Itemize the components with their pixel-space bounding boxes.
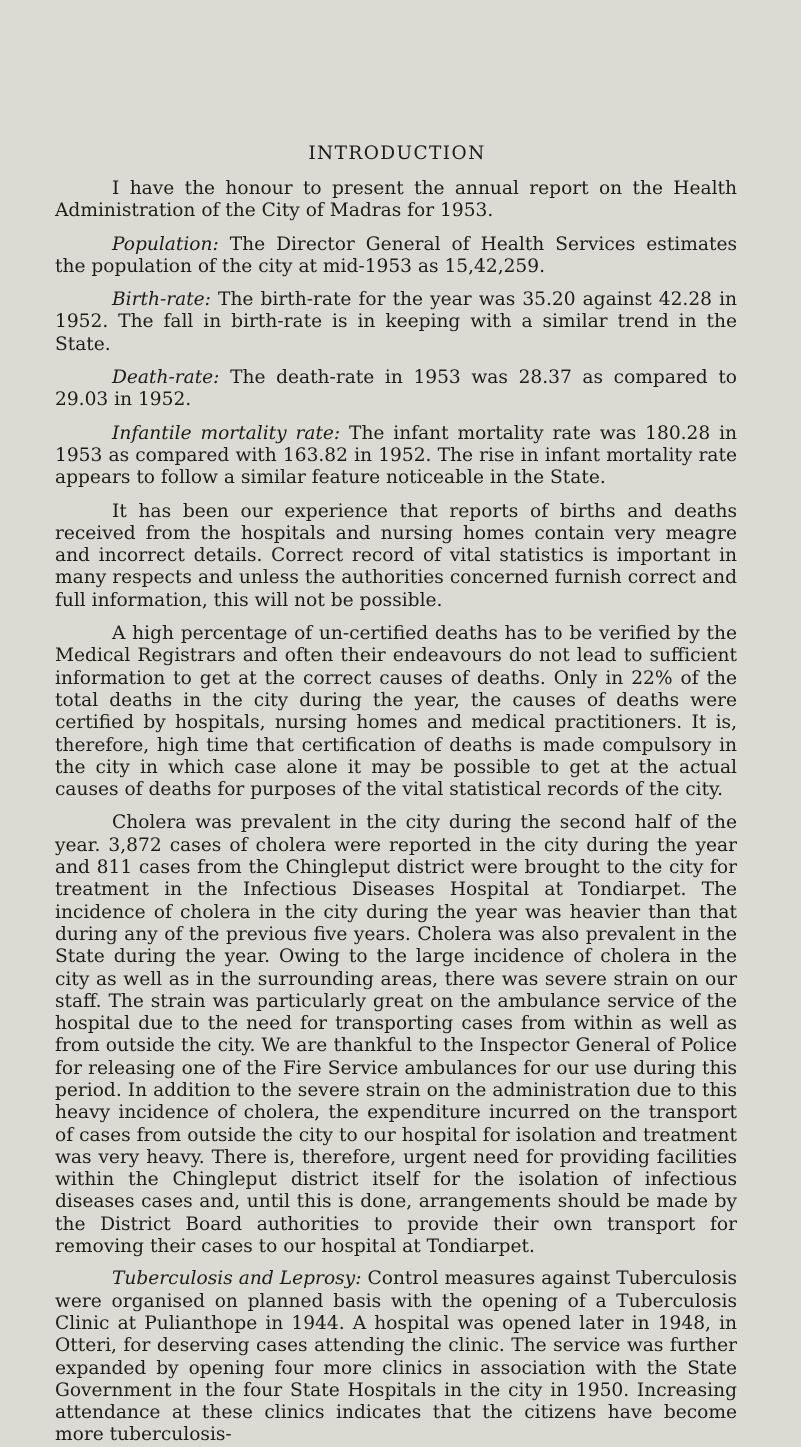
paragraph-heading: Birth-rate: bbox=[112, 289, 211, 311]
paragraph-uncertified-deaths bbox=[55, 623, 737, 801]
paragraph-birth-rate bbox=[55, 289, 737, 356]
paragraph-text: Control measures against Tuberculosis were organised on planned basis with the opening of a Tuberculosis Clinic at Pulianthope in 1944. A hospital was opened later in 1948, in Otteri, for deserving cases attending the clinic. The service was further expanded by opening four more clinics in association with the State Government in the four State Hospitals in the city in 1950. Increasing attendance at these clinics indicates that the citizens have become more tuberculosis- bbox=[55, 1268, 738, 1446]
paragraph-heading: Population: bbox=[112, 233, 219, 255]
paragraph-intro bbox=[55, 178, 737, 223]
paragraph-text: The Director General of Health Services estimates the population of the city at mid-1953 as 15,42,259. bbox=[55, 233, 737, 277]
paragraph-infant-mortality bbox=[55, 423, 737, 490]
paragraph-heading: Tuberculosis and Leprosy: bbox=[112, 1268, 362, 1290]
paragraph-text: I have the honour to present the annual report on the Health Administration of the City of Madras for 1953. bbox=[55, 178, 737, 222]
page-title: INTRODUCTION bbox=[308, 143, 486, 164]
paragraph-population bbox=[55, 234, 737, 279]
paragraph-text: The infant mortality rate was 180.28 in 1953 as compared with 163.82 in 1952. The rise in infant mortality rate appears to follow a similar feature noticeable in the State. bbox=[55, 422, 737, 489]
paragraph-text: A high percentage of un-certified deaths has to be verified by the Medical Registrars and often their endeavours do not lead to sufficient information to get at the correct causes of deaths. Only in 22% of the total deaths in the city during the year, the causes of deaths were certified by hospitals, nursing homes and medical practitioners. It is, therefore, high time that certification of deaths is made compulsory in the city in which case alone it may be possible to get at the actual causes of deaths for purposes of the vital statistical records of the city. bbox=[55, 623, 737, 801]
paragraph-vital-statistics bbox=[55, 501, 737, 612]
paragraph-text: It has been our experience that reports of births and deaths received from the hospitals and nursing homes contain very meagre and incorrect details. Correct record of vital statistics is important in many respects and unless the authorities concerned furnish correct and full information, this will not be possible. bbox=[55, 500, 737, 611]
paragraph-death-rate bbox=[55, 367, 737, 412]
paragraph-text: The death-rate in 1953 was 28.37 as compared to 29.03 in 1952. bbox=[55, 367, 737, 411]
paragraph-heading: Death-rate: bbox=[112, 367, 220, 389]
paragraph-text: Cholera was prevalent in the city during the second half of the year. 3,872 cases of cholera were reported in the city during the year and 811 cases from the Chingleput district were brought to the city for treatment in the Infectious Diseases Hospital at Tondiarpet. The incidence of cholera in the city during the year was heavier than that during any of the previous five years. Cholera was also prevalent in the State during the year. Owing to the large incidence of cholera in the city as well as in the surrounding areas, there was severe strain on our staff. The strain was particularly great on the ambulance service of the hospital due to the need for transporting cases from within as well as from outside the city. We are thankful to the Inspector General of Police for releasing one of the Fire Service ambulances for our use during this period. In addition to the severe strain on the administration due to this heavy incidence of cholera, the expenditure incurred on the transport of cases from outside the city to our hospital for isolation and treatment was very heavy. There is, therefore, urgent need for providing facilities within the Chingleput district itself for the isolation of infectious diseases cases and, until this is done, arrangements should be made by the District Board authorities to provide their own transport for removing their cases to our hospital at Tondiarpet. bbox=[55, 812, 737, 1258]
paragraph-heading: Infantile mortality rate: bbox=[112, 422, 341, 444]
paragraph-cholera bbox=[55, 812, 737, 1258]
paragraph-tuberculosis bbox=[55, 1268, 737, 1446]
paragraph-text: The birth-rate for the year was 35.20 against 42.28 in 1952. The fall in birth-rate is in keeping with a similar trend in the State. bbox=[55, 289, 737, 355]
